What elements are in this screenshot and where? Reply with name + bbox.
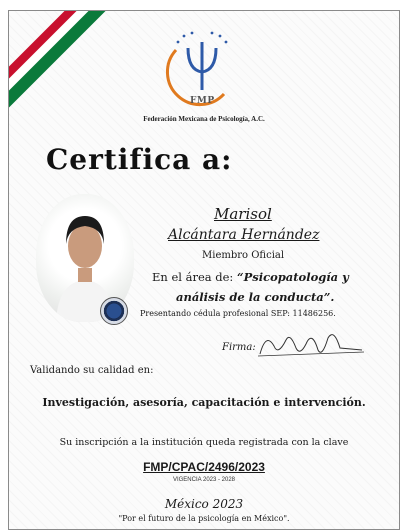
mexico-flag-ribbon bbox=[9, 11, 109, 111]
logo-abbreviation: FMP bbox=[190, 96, 215, 106]
issue-place-year: México 2023 bbox=[164, 497, 244, 511]
validated-areas: Investigación, asesoría, capacitación e intervención. bbox=[42, 396, 366, 409]
registration-code: FMP/CPAC/2496/2023 bbox=[143, 460, 265, 474]
signature-label: Firma: bbox=[222, 342, 256, 353]
motto: "Por el futuro de la psicología en México". bbox=[118, 514, 290, 523]
registration-statement: Su inscripción a la institución queda registrada con la clave bbox=[59, 437, 349, 448]
area-prefix: En el área de: bbox=[152, 270, 237, 284]
certificate-title: Certifica a: bbox=[46, 143, 233, 176]
member-first-name: Marisol bbox=[214, 205, 272, 223]
area-specialty-line2: análisis de la conducta”. bbox=[176, 290, 335, 304]
organization-name: Federación Mexicana de Psicología, A.C. bbox=[143, 115, 265, 123]
membership-seal-icon bbox=[100, 297, 128, 325]
member-role: Miembro Oficial bbox=[202, 250, 285, 261]
professional-license: Presentando cédula profesional SEP: 11486256. bbox=[140, 309, 336, 318]
area-specialty-line1: “Psicopatología y bbox=[236, 270, 349, 284]
validity-period: VIGENCIA 2023 - 2028 bbox=[172, 477, 236, 483]
area-line bbox=[152, 270, 349, 284]
member-last-name: Alcántara Hernández bbox=[168, 227, 320, 243]
handwritten-signature bbox=[256, 326, 366, 362]
validation-label: Validando su calidad en: bbox=[30, 365, 154, 376]
